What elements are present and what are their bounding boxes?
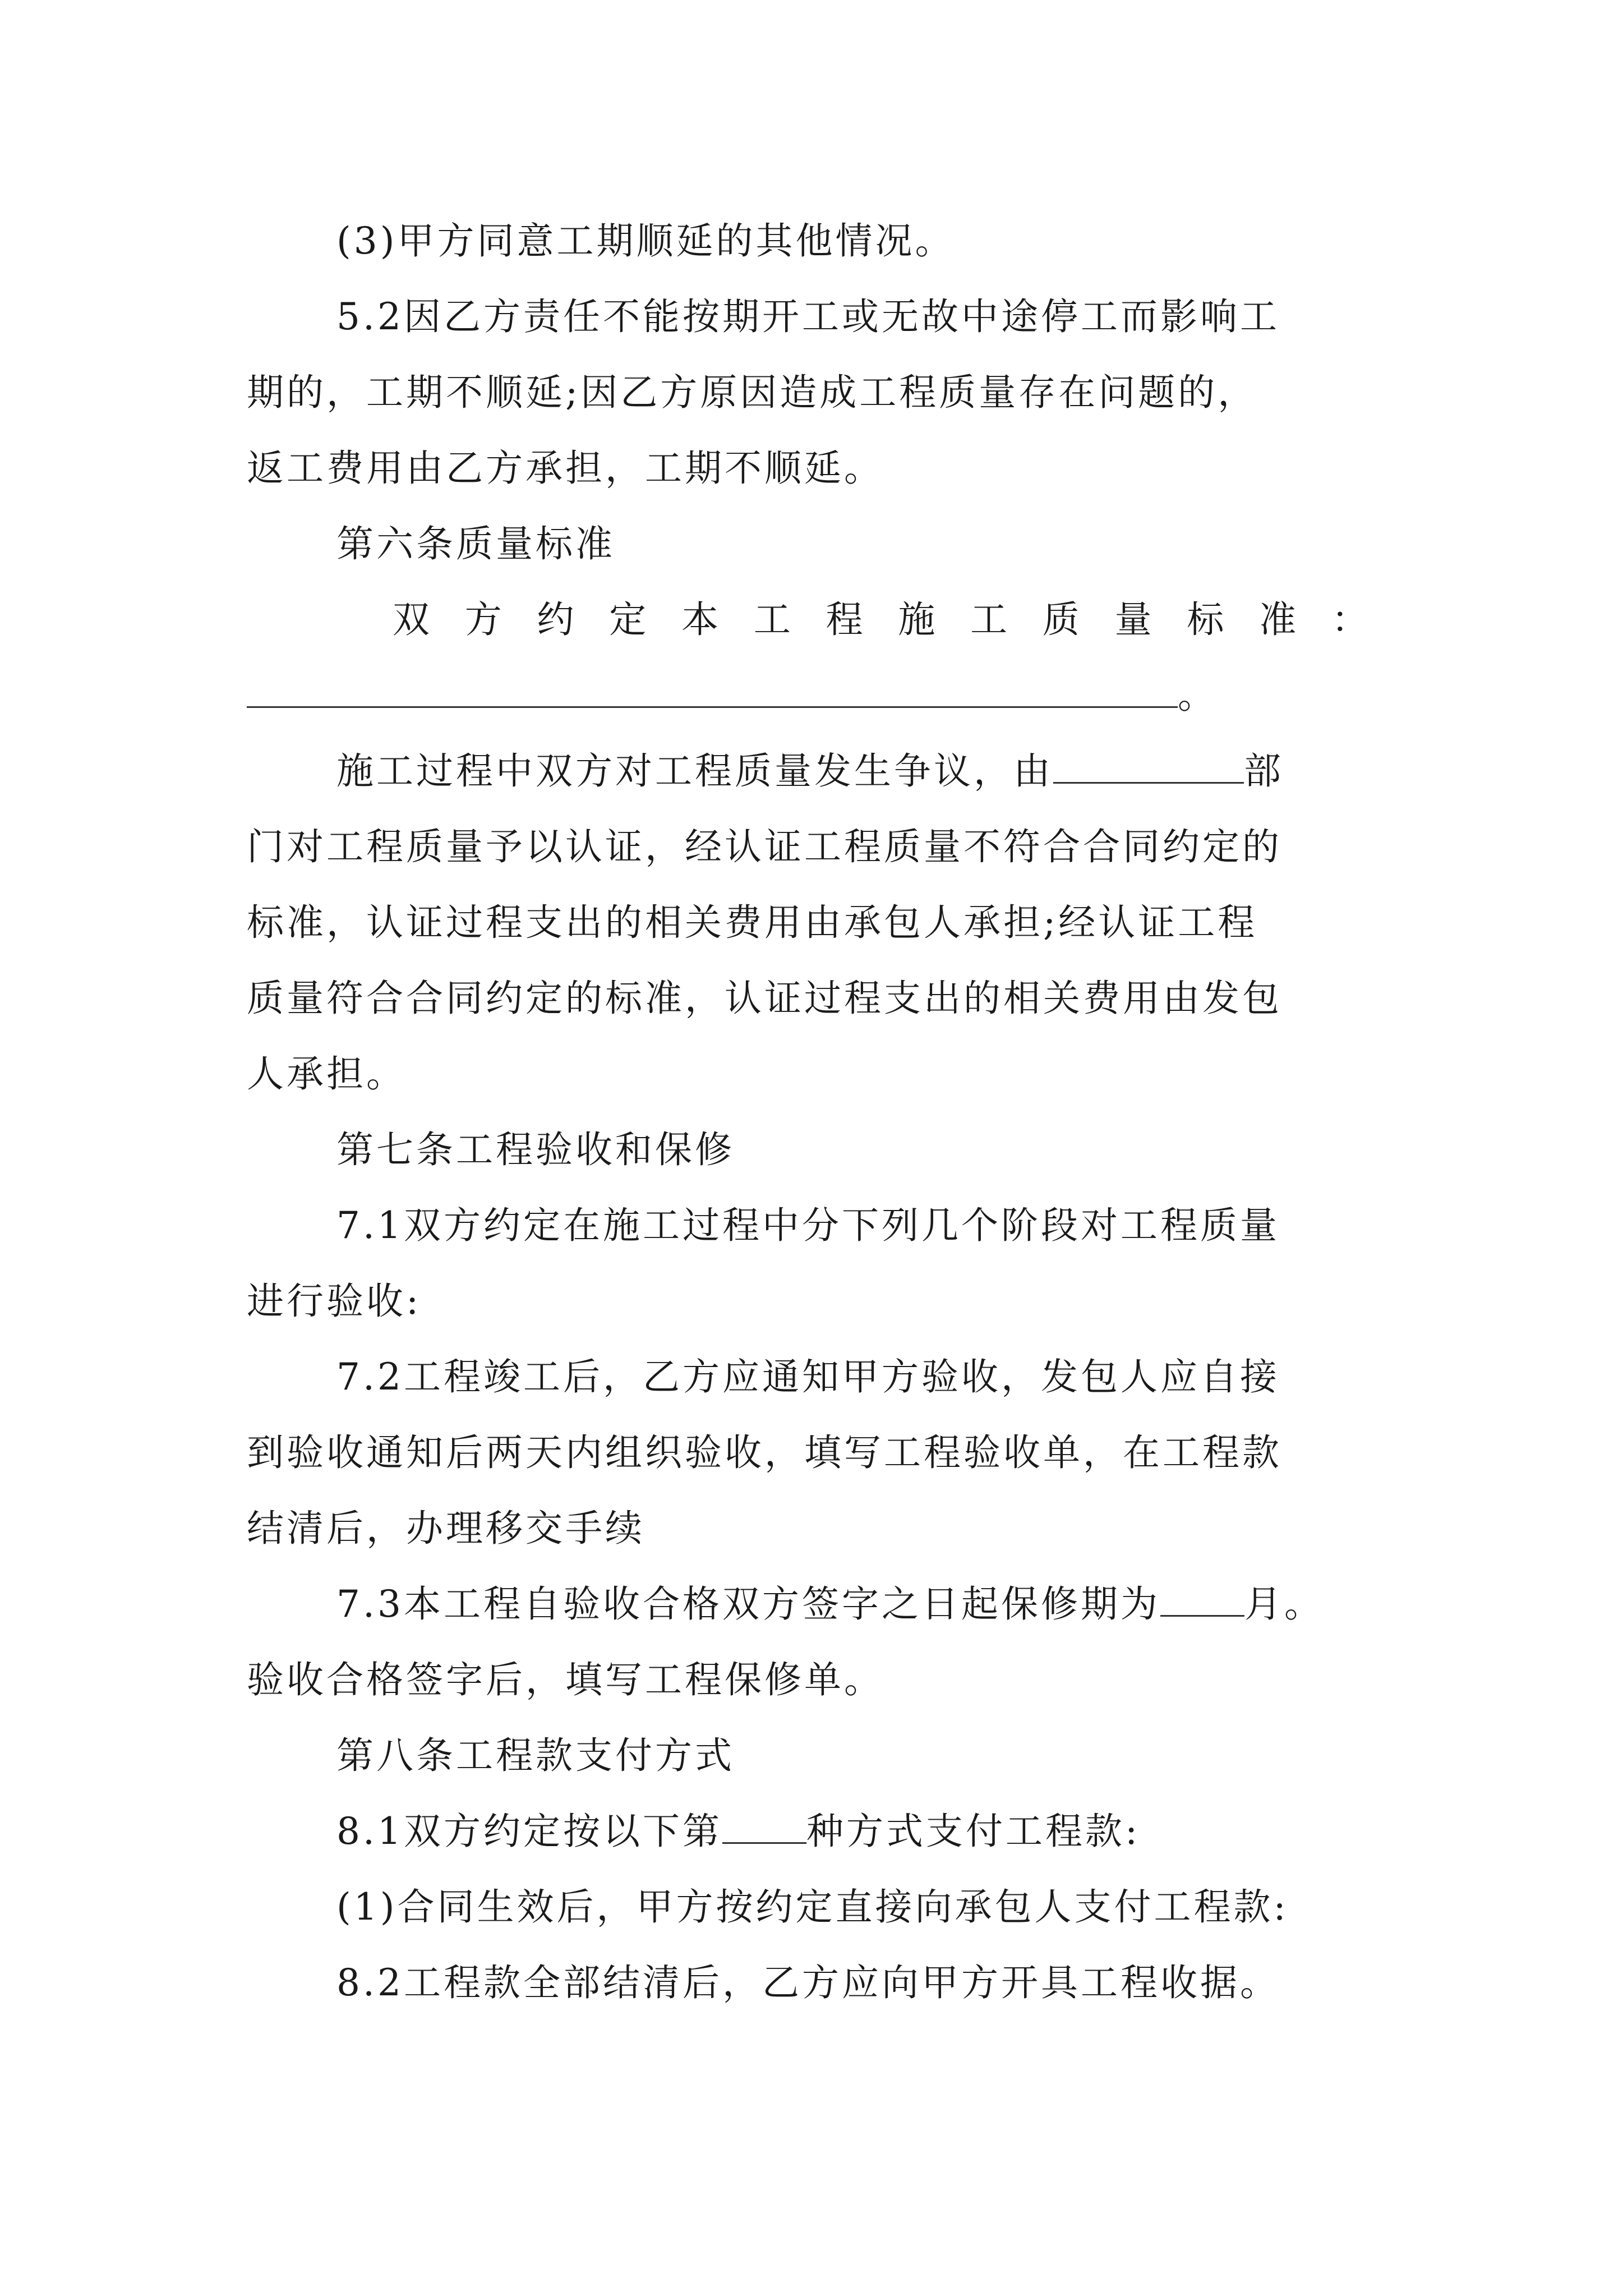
char: 约 — [537, 598, 574, 641]
warranty-months-blank[interactable] — [1160, 1580, 1244, 1617]
clause-7-2-line-3: 结清后，办理移交手续 — [247, 1507, 645, 1550]
article-8-heading: 第八条工程款支付方式 — [336, 1734, 735, 1777]
dispute-line-3: 标准，认证过程支出的相关费用由承包人承担;经认证工程 — [247, 901, 1258, 944]
quality-standard-blank-line — [247, 670, 1385, 721]
char: 标 — [1187, 598, 1224, 641]
clause-5-2-line-1: 5.2因乙方责任不能按期开工或无故中途停工而影响工 — [336, 295, 1280, 338]
quality-standard-line — [393, 595, 1368, 645]
clause-8-2: 8.2工程款全部结清后，乙方应向甲方开具工程收据。 — [336, 1961, 1280, 2004]
period: 。 — [1178, 674, 1218, 717]
dispute-line-2: 门对工程质量予以认证，经认证工程质量不符合合同约定的 — [247, 825, 1282, 868]
char: 施 — [898, 598, 935, 641]
payment-text-end: 种方式支付工程款: — [806, 1810, 1141, 1853]
char: 双 — [393, 598, 430, 641]
char: 程 — [826, 598, 863, 641]
clause-8-1-item-1: (1)合同生效后，甲方按约定直接向承包人支付工程款: — [336, 1885, 1289, 1929]
char: 准 — [1259, 598, 1297, 641]
char: ： — [1331, 598, 1368, 641]
clause-8-1-line-1 — [336, 1806, 1402, 1857]
clause-7-3-line-1 — [336, 1579, 1402, 1630]
clause-7-3-line-2: 验收合格签字后，填写工程保修单。 — [247, 1658, 884, 1701]
char: 质 — [1042, 598, 1080, 641]
dispute-line-1 — [336, 746, 1402, 797]
char: 本 — [681, 598, 719, 641]
clause-5-2-line-3: 返工费用由乙方承担，工期不顺延。 — [247, 447, 884, 490]
quality-standard-blank[interactable] — [247, 671, 1178, 708]
department-blank[interactable] — [1053, 747, 1244, 784]
char: 方 — [464, 598, 502, 641]
article-7-heading: 第七条工程验收和保修 — [336, 1128, 735, 1171]
clause-7-2-line-1: 7.2工程竣工后，乙方应通知甲方验收，发包人应自接 — [336, 1355, 1280, 1398]
article-6-heading: 第六条质量标准 — [336, 522, 615, 565]
payment-method-blank[interactable] — [722, 1807, 806, 1844]
payment-text: 8.1双方约定按以下第 — [336, 1810, 722, 1853]
warranty-text: 7.3本工程自验收合格双方签字之日起保修期为 — [336, 1582, 1160, 1626]
char: 工 — [753, 598, 791, 641]
clause-7-2-line-2: 到验收通知后两天内组织验收，填写工程验收单，在工程款 — [247, 1431, 1282, 1474]
char: 工 — [970, 598, 1008, 641]
char: 定 — [609, 598, 647, 641]
clause-7-1-line-1: 7.1双方约定在施工过程中分下列几个阶段对工程质量 — [336, 1204, 1280, 1247]
clause-7-1-line-2: 进行验收: — [247, 1280, 422, 1323]
dispute-text: 施工过程中双方对工程质量发生争议，由 — [336, 749, 1053, 793]
clause-5-2-line-2: 期的，工期不顺延;因乙方原因造成工程质量存在问题的， — [247, 371, 1258, 414]
char: 量 — [1114, 598, 1152, 641]
dispute-line-4: 质量符合合同约定的标准，认证过程支出的相关费用由发包 — [247, 977, 1282, 1020]
dispute-line-5: 人承担。 — [247, 1052, 406, 1096]
warranty-unit: 月。 — [1244, 1582, 1324, 1626]
clause-5-1-item-3: (3)甲方同意工期顺延的其他情况。 — [336, 219, 955, 263]
dispute-text-end: 部 — [1244, 749, 1284, 793]
